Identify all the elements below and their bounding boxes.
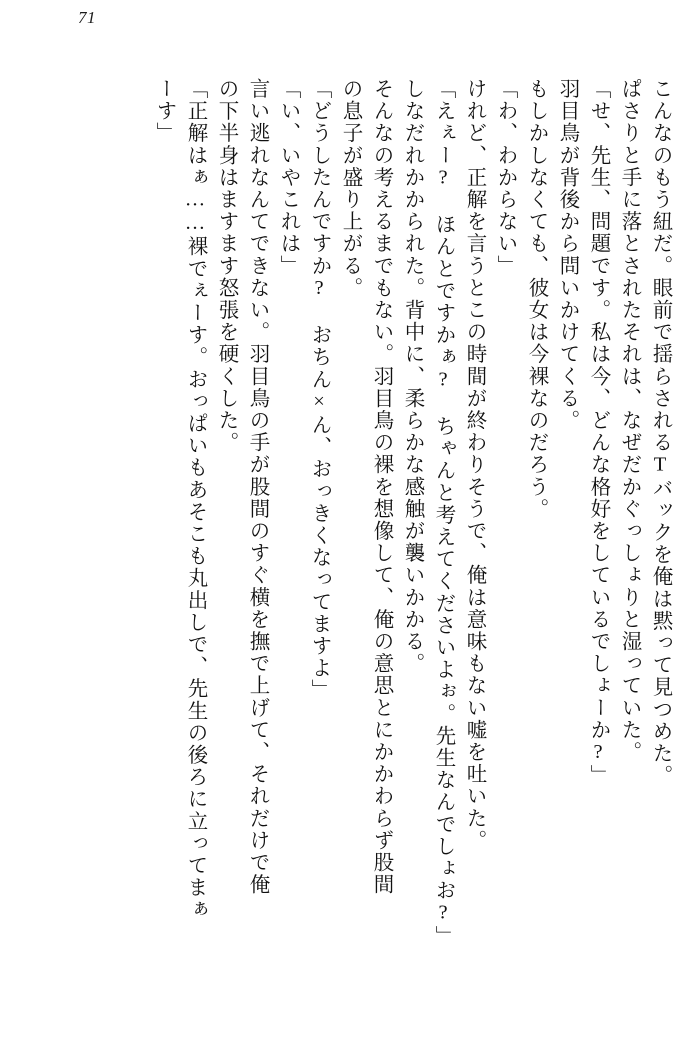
text-line: ぱさりと手に落とされたそれは、なぜだかぐっしょりと湿っていた。 <box>618 78 640 764</box>
text-line: もしかしなくても、彼女は今裸なのだろう。 <box>525 78 547 520</box>
text-line: 言い逃れなんてできない。羽目鳥の手が股間のすぐ横を撫で上げて、それだけで俺 <box>246 78 268 896</box>
text-line: 「わ、わからない」 <box>494 78 516 277</box>
page-number: 71 <box>78 8 96 27</box>
text-line: の息子が盛り上がる。 <box>339 78 361 299</box>
text-line: ーす」 <box>153 78 175 145</box>
vertical-text-block <box>40 78 670 1008</box>
text-line: 「い、いやこれは」 <box>277 78 299 277</box>
text-line: 「どうしたんですか? おちん×ん、おっきくなってますよ」 <box>308 78 330 702</box>
text-line: の下半身はますます怒張を硬くした。 <box>215 78 237 454</box>
text-line: こんなのもう紐だ。眼前で揺らされるTバックを俺は黙って見つめた。 <box>649 78 671 787</box>
text-line: 「せ、先生、問題です。私は今、どんな格好をしているでしょーか?」 <box>587 78 609 787</box>
text-line: 「えぇー? ほんとですかぁ? ちゃんと考えてくださいよぉ。先生なんでしょお?」 <box>432 78 454 948</box>
text-line: しなだれかかられた。背中に、柔らかな感触が襲いかかる。 <box>401 78 423 675</box>
text-line: けれど、正解を言うとこの時間が終わりそうで、俺は意味もない嘘を吐いた。 <box>463 78 485 852</box>
text-line: 「正解はぁ……裸でぇーす。おっぱいもあそこも丸出しで、先生の後ろに立ってまぁ <box>184 78 206 921</box>
text-line: そんなの考えるまでもない。羽目鳥の裸を想像して、俺の意思とにかかわらず股間 <box>370 78 392 896</box>
text-line: 羽目鳥が背後から問いかけてくる。 <box>556 78 578 432</box>
